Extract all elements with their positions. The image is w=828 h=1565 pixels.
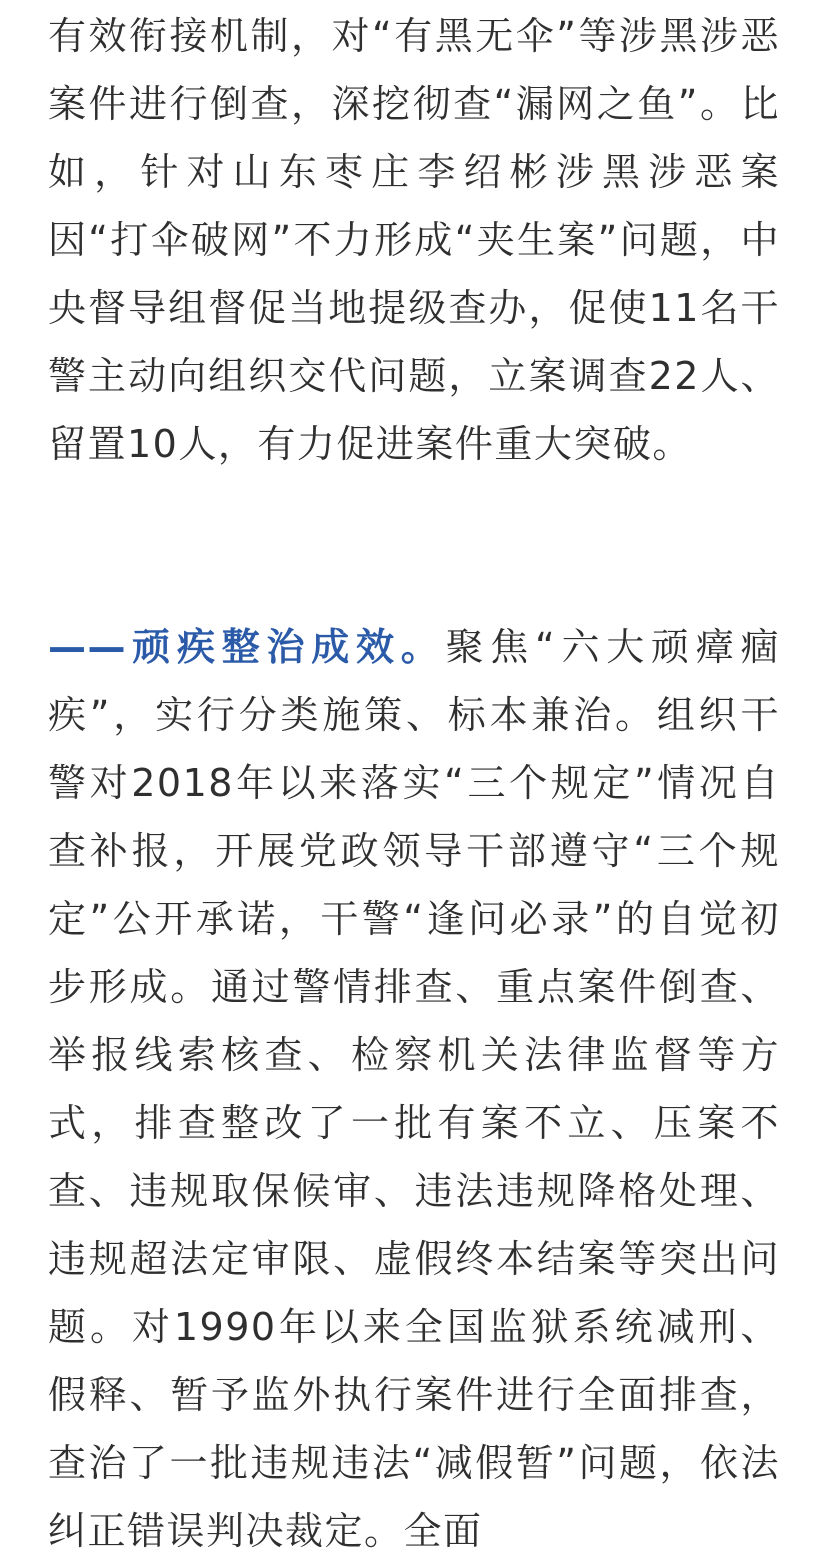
paragraph-text: 有效衔接机制，对“有黑无伞”等涉黑涉恶案件进行倒查，深挖彻查“漏网之鱼”。比如，针对山东枣庄李绍彬涉黑涉恶案因“打伞破网”不力形成“夹生案”问题，中央督导组督促当地提级查办，促使11名干警主动向组织交代问题，立案调查22人、留置10人，有力促进案件重大突破。: [48, 14, 780, 466]
section-body-text: 聚焦“六大顽瘴痼疾”，实行分类施策、标本兼治。组织干警对2018年以来落实“三个规定”情况自查补报，开展党政领导干部遵守“三个规定”公开承诺，干警“逢问必录”的自觉初步形成。通过警情排查、重点案件倒查、举报线索核查、检察机关法律监督等方式，排查整改了一批有案不立、压案不查、违规取保候审、违法违规降格处理、违规超法定审限、虚假终本结案等突出问题。对1990年以来全国监狱系统减刑、假释、暂予监外执行案件进行全面排查，查治了一批违规违法“减假暂”问题，依法纠正错误判决裁定。全面: [48, 625, 780, 1553]
paragraph-section: [48, 613, 780, 1565]
section-heading: ——顽疾整治成效。: [48, 625, 446, 669]
